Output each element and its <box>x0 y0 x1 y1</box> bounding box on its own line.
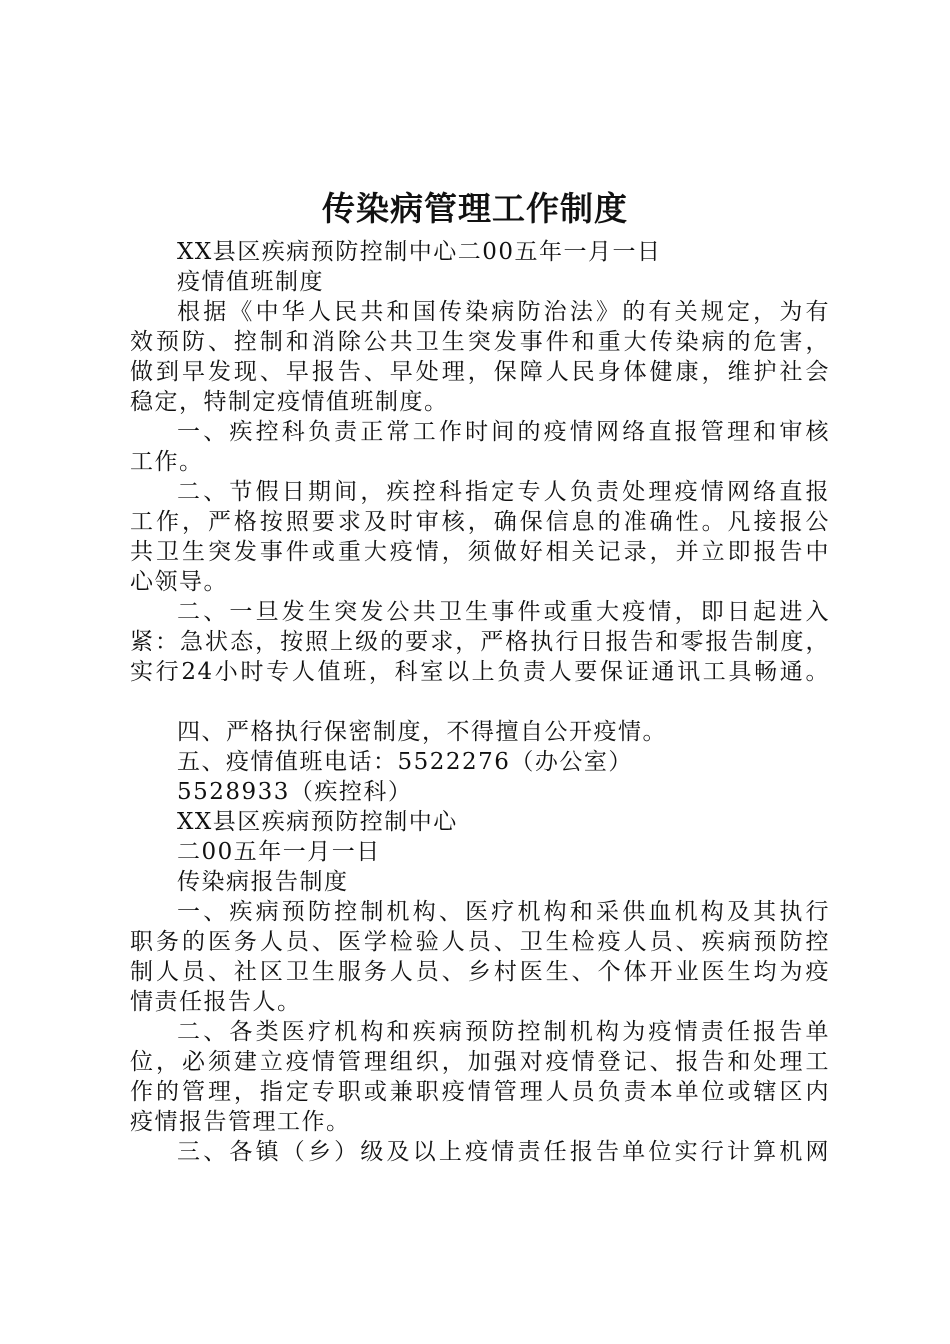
text-line: 紧：急状态，按照上级的要求，严格执行日报告和零报告制度， <box>130 629 830 655</box>
text-line: 二、各类医疗机构和疾病预防控制机构为疫情责任报告单 <box>177 1019 830 1045</box>
text-line: 工作。 <box>130 449 204 475</box>
text-line: 二、节假日期间，疾控科指定专人负责处理疫情网络直报 <box>177 479 830 505</box>
text-line: 五、疫情值班电话：5522276（办公室） <box>177 749 633 775</box>
text-line: 四、严格执行保密制度，不得擅自公开疫情。 <box>177 719 667 745</box>
text-line: 工作，严格按照要求及时审核，确保信息的准确性。凡接报公 <box>130 509 830 535</box>
text-line: 疫情值班制度 <box>177 269 324 295</box>
text-line: 一、疾控科负责正常工作时间的疫情网络直报管理和审核 <box>177 419 830 445</box>
document-body <box>130 237 830 1167</box>
text-line: 实行24小时专人值班，科室以上负责人要保证通讯工具畅通。 <box>130 659 830 685</box>
document-title: 传染病管理工作制度 <box>322 189 628 228</box>
text-line: 一、疾病预防控制机构、医疗机构和采供血机构及其执行 <box>177 899 830 925</box>
text-line: 传染病报告制度 <box>177 869 349 895</box>
text-line: 共卫生突发事件或重大疫情，须做好相关记录，并立即报告中 <box>130 539 830 565</box>
text-line: 情责任报告人。 <box>130 989 302 1015</box>
text-line: 效预防、控制和消除公共卫生突发事件和重大传染病的危害， <box>130 329 830 355</box>
text-line: 心领导。 <box>130 569 228 595</box>
text-line: XX县区疾病预防控制中心二00五年一月一日 <box>177 239 662 265</box>
text-line: 职务的医务人员、医学检验人员、卫生检疫人员、疾病预防控 <box>130 929 830 955</box>
text-line: 二、一旦发生突发公共卫生事件或重大疫情，即日起进入 <box>177 599 830 625</box>
text-line: 二00五年一月一日 <box>177 839 381 865</box>
text-line: 作的管理，指定专职或兼职疫情管理人员负责本单位或辖区内 <box>130 1079 830 1105</box>
text-line: 做到早发现、早报告、早处理，保障人民身体健康，维护社会 <box>130 359 830 385</box>
text-line: 根据《中华人民共和国传染病防治法》的有关规定，为有 <box>177 299 830 325</box>
text-line: 5528933（疾控科） <box>177 779 413 805</box>
text-line: 位，必须建立疫情管理组织，加强对疫情登记、报告和处理工 <box>130 1049 830 1075</box>
text-line: 三、各镇（乡）级及以上疫情责任报告单位实行计算机网 <box>177 1139 830 1165</box>
blank-line <box>130 687 830 717</box>
text-line: XX县区疾病预防控制中心 <box>177 809 458 835</box>
text-line: 稳定，特制定疫情值班制度。 <box>130 389 449 415</box>
text-line: 疫情报告管理工作。 <box>130 1109 351 1135</box>
text-line: 制人员、社区卫生服务人员、乡村医生、个体开业医生均为疫 <box>130 959 830 985</box>
